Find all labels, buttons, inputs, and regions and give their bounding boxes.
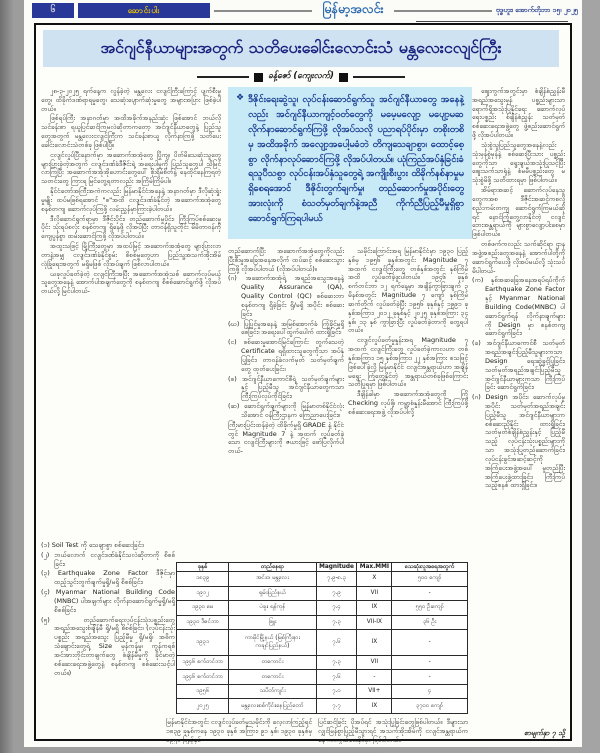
- table-row: [177, 630, 468, 656]
- table-cell: ဖြူး: [229, 615, 316, 629]
- paragraph: တည်ဆောက်ပြီး အဆောက်အအုံတွေကိုလည်း ပြီးစီးမှုအခြေအနေအလိုက် ထပ်ဆင့် စစ်ဆေးသွားကြဖို့ လိုအပ်ပါတယ် (လိုအပ်ပါတယ်)။: [228, 247, 344, 273]
- table-header-row: [177, 563, 468, 572]
- page-header: [32, 2, 578, 19]
- paragraph: ငလျင်လှုပ်ခတ်မှုနှုန်းအရ Magnitude ၇ အထက် ငလျင်ကြီးတွေ လှုပ်ခတ်ခဲ့ကာလဟာ တစ်နှစ်အကြား၊ ၁၅ နှစ်အကြား၊ ၂၂ နှစ်အကြား စသဖြင့် ဖြစ်ပေါ်ခဲ့လို့ မြန်မာနိုင်ငံ ငလျင်အန္တရာယ်ဟာ အချိန်မရွေး ကြုံတွေ့နိုင်တဲ့ အန္တရာယ်တစ်ခုဖြစ်ကြောင်း သတိပြုရမှာ ဖြစ်ပါတယ်။: [348, 336, 468, 389]
- table-row: [177, 670, 468, 684]
- list-item: (ဂ) အဆောက်အအုံရဲ့ အရည်အသွေးအနေနဲ့ Quality Assurance (QA), Quality Control (QC) စစ်ဆေးတာ စနစ်တကျ ရှိခဲ့ခြင်း ရှိ/မရှိ အပိုင်း စစ်ဆေးခြင်း၊: [228, 274, 344, 318]
- right-column-flow: [472, 87, 565, 725]
- table-cell: -: [392, 586, 468, 600]
- paragraph: ယခုလှုပ်ခတ်ခဲ့တဲ့ ငလျင်ကြီးအပြီး အဆောက်အအုံသစ် ဆောက်လုပ်မယ့်သူတွေအနေနဲ့ အောက်ပါအချက်တွေကို စနစ်တကျ စိစစ်ဆောင်ရွက်ဖို့ လိုအပ်တယ်လို့ မြင်ပါတယ်-: [41, 269, 221, 296]
- masthead: မြန်မာ့အလင်း: [322, 1, 384, 16]
- list-item: (င) စစ်ဆေးမှုအောင်မြင်ကြောင်း တွက်သေတဲ့ Certificate ရရှိထားသူတွေကိုသာ အပ်နှံပြုခြင်း၊ တာဝန်ခံလက်မှတ် သတ်မှတ်ချက်တွေ ထုတ်ပေးခြင်း၊: [228, 338, 344, 373]
- table-cell: ၁၉၄၆ စက်တင်ဘာ: [177, 656, 229, 670]
- table-cell: VII: [357, 656, 392, 670]
- table-cell: ၂၀၂၅: [177, 699, 229, 714]
- paragraph: အိမ်ရာအဆင့် ဆောက်လုပ်နေသူတွေကအစ ဒီဇိုင်းအဆင့်ကစလို့ စည်းကမ်းတကျ ဆောင်ရွက်ကြမယ်ဆိုရင် နောင်ကြုံတွေ့လာနိုင်တဲ့ ငလျင်ဘေးအန္တရာယ်ကို များစွာလျော့ပါးစေမှာ ဖြစ်ပါတယ်။: [472, 186, 565, 239]
- paragraph: ငလျင်လှုပ်ပြီးနောက်မှာ အဆောက်အအုံတွေ ပြိုကျ၊ ပိတ်မိသေဆုံးသူတွေ များပြားခဲ့တဲ့အတွက် ငလျင်ဒဏ်ခံဒီဇိုင်းရဲ့ အရေးပါမှုကို ပြည်သူတွေပါ သိမြင်လာကြပြီး အဆောက်အအုံအိုဟောင်းတွေပေါ် စိုးရိမ်စိတ်နဲ့ နေထိုင်နေကြရတဲ့ သတင်းတွေ ကြားရ မြင်တွေ့ရတာလည်း အကြိမ်ကြိမ်ပါ။: [41, 150, 221, 186]
- list-item: (ဂ) Design အပိုင်း၊ ဆောက်လုပ်မှုအပိုင်း သတ်မှတ်အရည်အချင်း ပြည့်မီသူ အင်ဂျင်နီယာများက စစ်ဆေးညှိနှိုင်း ထားရှိခြင်း၊ သတ်မှတ်စံချိန်စံညွှန်းနှင့် ပြည့်မီသည့် လုပ်ငန်းသုံးပစ္စည်းများကိုသာ အသုံးပြုတည်ဆောက်ခြင်း၊ လုပ်ငန်းခွင်အဆင့်ဆင့်ကို အကြံပေးအဖွဲ့အပေါ် မူတည်ပြီး အကြံပေးဖွဲ့ထားခြင်း၊ ကြီးကြပ်သည့်စနစ် ထားရှိခြင်း။: [472, 393, 565, 490]
- paragraph: သုံးစွဲသူပြည်သူတွေအနေနဲ့လည်း သုံးမှန်စွဲမှန်နဲ့ စစ်ဆေးပြီးသား ပစ္စည်းတွေကိုသာ ရွေးချယ်အသုံးပြုသင့်ပြီး ဈေးသက်သာရုံနဲ့ စံမမီပစ္စည်းတွေ မသုံးစွဲမိဖို့ သတိထားရမှာ ဖြစ်ပါတယ်။: [472, 140, 565, 185]
- left-column-checklist: [41, 541, 175, 735]
- paragraph: ဒီချိန်ခါမှာ အဆောက်အအုံတွေကို ကြို Checking လုပ်ဖို့၊ ကမ္ဘာ့စံနှုန်းမီအောင် ကြီးကြပ်ဖို့ စစ်ဆေးရေးအဖွဲ့ လိုအပ်ပါလို့: [348, 390, 468, 416]
- table-cell: ၃၇၀၀ ကျော်: [392, 699, 468, 714]
- paragraph: တစ်ဖက်ကလည်း သက်ဆိုင်ရာ ဌာနအဖွဲ့အစည်းတွေအနေနဲ့ အောက်ပါတို့ကို ဆောင်ရွက်ပေးဖို့ လိုအပ်မယ်လို့ သုံးသပ်မိပါတယ်-: [472, 240, 565, 275]
- middle-right-column: [348, 247, 468, 560]
- byline: ခန့်ဇော် (ကျေးလက်): [268, 71, 334, 81]
- list-item: (၁) Soil Test ကို သေချာစွာ စစ်ဆေးခြင်း၊: [41, 541, 144, 549]
- continued-on-page-marker: စာမျက်နှာ ၇ သို့: [524, 729, 565, 737]
- table-header-cell: Magnitude: [316, 563, 357, 572]
- table-cell: VII-IX: [357, 615, 392, 629]
- table-cell: ကာမိုင်မြို့နယ် (မြစ်ကြီးနား ကချင်ပြည်နယ်): [229, 630, 316, 656]
- table-cell: -: [392, 630, 468, 656]
- table-cell: -: [392, 656, 468, 670]
- table-cell: ပဲခူး၊ ရန်ကုန်: [229, 601, 316, 615]
- table-row: [177, 699, 468, 714]
- article-frame: [34, 23, 572, 744]
- table-cell: -: [392, 670, 468, 684]
- table-cell: VII: [357, 586, 392, 600]
- table-cell: ၇.၃: [316, 615, 357, 629]
- paragraph: ဒီလိုဆောင်ရွက်ရာမှာ ဒီဇိုင်းပိုင်း၊ တည်ဆောက်မှုပိုင်း၊ ကြီးကြပ်စစ်ဆေးမှုပိုင်း သုံးရပ်စလုံး စနစ်တကျ ရှိနေဖို့ လိုအပ်ပြီး တာဝန်ရှိသူတိုင်း မိမိတာဝန်ကို ကျေပွန်စွာ ထမ်းဆောင်ကြဖို့ လိုအပ်ပါတယ်။: [41, 214, 221, 241]
- paragraph: အထူးသဖြင့် မြို့ကြီးတွေမှာ အထပ်မြင့် အဆောက်အအုံတွေ များပြားလာတာနဲ့အမျှ ငလျင်ဒဏ်ခံနိုင်စွမ်း စိစစ်မှုတွေဟာ ပြည်သူ့အသက်အိုးအိမ် လုံခြုံရေးအတွက် မရှိမဖြစ် လိုအပ်ချက် ဖြစ်လာပါတယ်။: [41, 242, 221, 268]
- table-row: [177, 615, 468, 629]
- table-lead-in: ကြီးမားပြင်းထန်ခဲ့တဲ့ ထိခိုက်မှုရှိ GRADE နဲ့ နိုင်ငံတွင် Magnitude 7 နဲ့ အထက် လှုပ်ခတ်ခဲ့သော ငလျင်ကြီးများကို ဇယားဖြင့် ဖော်ပြလိုက်ပါတယ်-: [228, 420, 344, 456]
- table-header-cell: ခုနှစ်: [177, 563, 229, 572]
- issue-date: ဗုဒ္ဓဟူး၊ အောက်တိုဘာ ၁၅၊ ၂၀၂၅: [495, 5, 579, 14]
- right-column: [472, 87, 565, 739]
- list-item: (၂) ဘယ်လောက် ငလျင်ဒဏ်ခံနိုင်သလဲဆိုတာကို စိစစ်ခြင်း၊: [41, 550, 175, 568]
- list-item: (စ) အင်ဂျင်နီယာကောင်စီရဲ့ သတ်မှတ်ချက်များနှင့် ပြည့်မီသူ အင်ဂျင်နီယာတွေကသာ ကြီးကြပ်လုပ်ကိုင်ခြင်း၊: [228, 374, 344, 401]
- table-cell: ၁၈၃၉: [177, 572, 229, 586]
- table-row: [177, 572, 468, 586]
- callout-inner: [236, 93, 464, 227]
- callout-text: ဒီဇိုင်းရေးဆွဲသူ၊ လုပ်ငန်းဆောင်ရွက်သူ အင်ဂျင်နီယာတွေ အနေနဲ့လည်း အင်ဂျင်နီယာကျင့်ဝတ်တွေကို မမေ့မလျော့ မပျော့မဆ လိုက်နာဆောင်ရွက်ကြဖို့ လိုအပ်သလို ပညာရပ်ပိုင်းမှာ တစိုးတစိမှ အထိအခိုက် အလျော့အပေါ့မခံဘဲ တိကျသေချာစွာ၊ ထောင့်စေ့စွာ လိုက်နာလုပ်ဆောင်ကြဖို့ လိုအပ်ပါတယ်။ ယုံကြည်အပ်နှံခြင်းခံရသူပီသစွာ လုပ်ငန်းအပ်နှံသူတွေရဲ့ အကျိုးစီးပွား ထိခိုက်နစ်နာမှုမရှိစေရအောင် ဒီဇိုင်းတွက်ချက်မှု၊ တည်ဆောက်မှုအပိုင်းတွေ အားလုံးကို စံသတ်မှတ်ချက်နဲ့အညီ ကိုက်ညီပြည့်မီမှုရှိစွာ ဆောင်ရွက်ကြရပါမယ်: [248, 94, 464, 224]
- table-body: [177, 572, 468, 714]
- table-cell: ၃၆ ဦး: [392, 615, 468, 629]
- table-cell: တကောင်း: [229, 656, 316, 670]
- table-cell: မန္တလေး၊စစ်ကိုင်း၊နေပြည်တော်: [229, 699, 316, 714]
- byline-square-left: [254, 73, 263, 82]
- list-item: (က) နှစ်အဆခြေအနေအရပ်ရပ်ကိုက် Earthquake Zone Factor နှင့် Myanmar National Building Code(MNBC) ပါ ဆောင်ရွက်ရန် လိုက်နာချက်များကို Design မှာ စနစ်တကျ ဆောင်ရွက်ခြင်း၊: [472, 276, 565, 338]
- table-cell: IX: [357, 630, 392, 656]
- earthquake-history-table: [176, 562, 468, 714]
- table-cell: X: [357, 572, 392, 586]
- table-cell: ၁၉၄၆ စက်တင်ဘာ: [177, 670, 229, 684]
- masthead-rule-right: [394, 10, 492, 15]
- table-cell: ၁၉၃၁: [177, 630, 229, 656]
- paragraph: ဈေးကွက်အတွင်းမှာ စံချိန်စံညွှန်းမီ အရည်အသွေးမှန် ပစ္စည်းများသာ ရောက်ရှိအသုံးပြုနိုင်ရေး ဆောက်လုပ်ရေးပစ္စည်း စံချိန်စံညွှန်း သတ်မှတ်စစ်ဆေးရေးအဖွဲ့တွေ ဖွဲ့စည်းဆောင်ရွက်ဖို့ လိုအပ်ပါတယ်။: [472, 87, 565, 140]
- list-item: (ခ) အင်ဂျင်နီယာကောင်စီ သတ်မှတ်အရည်အချင်းပြည့်မီသူများကသာ Design ရေးဆွဲခွင့်ပြုခြင်း၊ သတ်မှတ်အရည်အချင်းပြည့်မီသူ အင်ဂျင်နီယာများကသာ ကြီးကြပ်ခြင်း ဆောင်ရွက်ခြင်း၊: [472, 339, 565, 392]
- table-cell: ရှမ်းပြည်နယ်: [229, 586, 316, 600]
- table-cell: ၄: [392, 684, 468, 698]
- below-table-left: [166, 718, 312, 744]
- section-label: ဆောင်းပါး: [78, 3, 210, 18]
- table-row: [177, 586, 468, 600]
- list-item: (၃) Earthquake Zone Factor ဒီဇိုင်းမှာ ထည့်သွင်းတွက်ချက်မှုရှိ/မရှိ စိစစ်ခြင်း၊: [41, 569, 175, 587]
- table-cell: ၁၉၃၀ ဒီဇင်ဘာ: [177, 615, 229, 629]
- table-cell: -: [357, 670, 392, 684]
- table-cell: ၅၀၀ ကျော်: [392, 572, 468, 586]
- table-cell: သပိတ်ကျင်း: [229, 684, 316, 698]
- middle-left-items: [228, 274, 344, 419]
- right-items: [472, 276, 565, 490]
- paragraph: နိုင်ငံတော်အကြီးအကဲကလည်း မြန်မာနိုင်ငံအနေနဲ့ အနာဂတ်မှာ ဒီလိုဆုံးရှုံးမှုမျိုး ထပ်မဖြစ်ရအောင် "စ"အထိ ငလျင်ဒဏ်ခံနိုင်တဲ့ အဆောက်အအုံတွေ စနစ်တကျ ဆောက်လုပ်ကြဖို့ လမ်းညွှန်မှာကြားခဲ့ပါတယ်။: [41, 187, 221, 213]
- table-header-cell: Max.MMI: [357, 563, 392, 572]
- table-cell: ၇.၆: [316, 630, 357, 656]
- page-number: ၆: [32, 3, 74, 18]
- table-cell: ၅၅၀ ဦးကျော်: [392, 601, 468, 615]
- paragraph: သမိုင်းကြောင်းအရ မြန်မာနိုင်ငံမှာ ၁၉၃၀ ပြည့်နှစ်မှ ၁၉၅၆ ခုနှစ်အတွင်း Magnitude ၇ အထက် ငလျင်ကြီးတွေ တစ်နှစ်အတွင်း နှစ်ကြိမ်အထိ လှုပ်ခတ်ခဲ့ဖူးပါတယ်။ ၁၉၄၆ ခုနှစ် စက်တင်ဘာ ၁၂ ရက်နေ့မှာ အချိန်ကွာခြားချက် ၃ မိနစ်အတွင်း Magnitude ၇ ကျော် နှစ်ကြိမ်ဆက်တိုက် လှုပ်ခတ်ခဲ့ပြီး ၁၉၅၆ ခုနှစ်နှင့် ၁၉၉၁ ခုနှစ်အကြား၊ ၂၀၁၂ ခုနှစ်နှင့် ၂၀၂၅ ခုနှစ်အကြား ၃၄ နှစ်၊ ၁၃ နှစ် ကွာခြားပြီး လှုပ်ခတ်ခဲ့တာကို တွေ့ရပါတယ်။: [348, 247, 468, 335]
- table-header-cell: သေဆုံးလူအရေအတွက်: [392, 563, 468, 572]
- below-table-right: [318, 718, 468, 744]
- paragraph: ပြင်ဆင်ခြင်း ပိုအပ်ရင် အသုံးပြုခြင်းတွေဖြစ်ပါတယ်။ ဒီများသာ လျှင်မြန်စွာပြည့်မီသွားရင် အသက်အိုးအိမ်ကို ငလျင်အန္တရာယ်ကနေ ကာကွယ်ပေးနိုင်မှာ ဖြစ်ပါတယ်။: [318, 718, 468, 744]
- left-column: [41, 87, 221, 539]
- date-underline: [416, 21, 568, 22]
- table-row: [177, 601, 468, 615]
- masthead-rule-left: [214, 10, 312, 15]
- table-cell: အင်းဝ၊ မန္တလေး: [229, 572, 316, 586]
- table-cell: ၇.၇: [316, 699, 357, 714]
- byline-row: [36, 71, 566, 83]
- headline: အင်ဂျင်နီယာများအတွက် သတိပေးခေါင်းလောင်းသံ မန္တလေးငလျင်ကြီး: [100, 37, 502, 57]
- table-header-cell: တည်နေရာ: [229, 563, 316, 572]
- table-cell: ၁၉၃၀ မေ: [177, 601, 229, 615]
- scanned-paper: [24, 0, 582, 747]
- highlight-callout: [228, 87, 472, 239]
- byline-rule-right: [353, 76, 405, 78]
- byline-square-right: [339, 73, 348, 82]
- table-cell: IX: [357, 699, 392, 714]
- table-row: [177, 684, 468, 698]
- middle-left-column: [228, 247, 344, 560]
- table-cell: ၇.၆: [316, 670, 357, 684]
- table-cell: VII+: [357, 684, 392, 698]
- table-cell: ၇.၄: [316, 601, 357, 615]
- table-cell: တကောင်း: [229, 670, 316, 684]
- list-item: (ဃ) ပြုပြင်မှုအနေနဲ့ အမြစ်အောက်ခံ ကြံ့ခိုင်မှုရှိစေခြင်း၊ အရေးပေါ်ထွက်ပေါက် ထားရှိခြင်း၊: [228, 319, 344, 337]
- table-cell: ၇.၉: [316, 586, 357, 600]
- paragraph: ဖြစ်ရပ်ကြီး အနာဂတ်မှာ အထိအခိုက်အနည်းဆုံး ဖြစ်အောင် ဘယ်လိုသင်ခန်းစာ ရယူပြင်ဆင်ကြမလဲဆိုတာကတော့ အင်ဂျင်နီယာတွေနဲ့ ပြည်သူတွေအတွက် မန္တလေးငလျင်ကြီးက သင်ခန်းစာယူ လိုက်နာကြဖို့ သတိပေးခေါင်းလောင်းသံတစ်ခု ဖြစ်ပါပြီ။: [41, 114, 221, 149]
- table-cell: ၇.၀: [316, 684, 357, 698]
- list-item: (ဆ) ဆောင်ရွက်ချက်များကို မြန်မာတစ်နိုင်ငံလုံးသိအောင် ဝန်ကြီးဌာနက ကြေညာပေးခြင်း။: [228, 402, 344, 419]
- diamond-bullet-icon: ❖: [236, 93, 245, 103]
- headline-box: [43, 30, 559, 67]
- table-cell: IX: [357, 601, 392, 615]
- paragraph: ၂၈-၃-၂၀၂၅ ရက်နေ့က လွန်ခဲ့တဲ့ မန္တလေး ငလျင်ကြီးကြောင့် ပျက်စီးမှုတွေ၊ ထိခိုက်ဒဏ်ရာရမှုတွေ၊ သေဆုံးပျောက်ဆုံးမှုတွေ အများအပြား ဖြစ်ခဲ့ပါတယ်။: [41, 87, 221, 113]
- table-cell: ၁၉၅၆: [177, 684, 229, 698]
- table-row: [177, 656, 468, 670]
- list-item: (၅) တည်ဆောက်ရေးလုပ်ငန်းသုံးပစ္စည်းတွေ အရည်အသွေးစံချိန်မီ ရှိ/မရှိ စိစစ်ခြင်း၊ (လုပ်ငန်းသုံးပစ္စည်း အရည်အသွေး ပြည့်မီမှု ရှိ/မရှိ၊ အဓိက သံချောင်းတွေရဲ့ Size မှန်ကန်မှု၊ ကွန်ကရစ် အင်အားတိုင်းတာချက်တွေ စံချိန်မီမှုကို ခိုင်မာတဲ့ စစ်ဆေးရေးအဖွဲ့တွေနဲ့ စနစ်တကျ စစ်ဆေးသင့်ပါတယ်။): [41, 615, 175, 677]
- right-paragraphs: [472, 87, 565, 275]
- paragraph: မြန်မာနိုင်ငံအတွင်း ငလျင်လှုပ်ခတ်မှုသမိုင်းကို လေ့လာကြည့်ရင် ၁၈၃၉ ခုနှစ်ကနေ ၁၉၃၀ ခုနှစ် အကြား၊ ၉၁ နှစ်၊ ၁၉၃၀ ခုနှစ်မှ ၁၉၅၀ ပြည့်နှစ်: [166, 718, 312, 744]
- table-cell: ၁၉၁၂: [177, 586, 229, 600]
- byline-rule-left: [197, 76, 249, 78]
- table-cell: ၇.၉-၈.၃: [316, 572, 357, 586]
- table-cell: ၇.၃: [316, 656, 357, 670]
- list-item: (၄) Myanmar National Building Code (MNBC) ပါအချက်များ လိုက်နာဆောင်ရွက်မှုရှိ/မရှိ စိစစ်ခြင်း၊: [41, 588, 175, 614]
